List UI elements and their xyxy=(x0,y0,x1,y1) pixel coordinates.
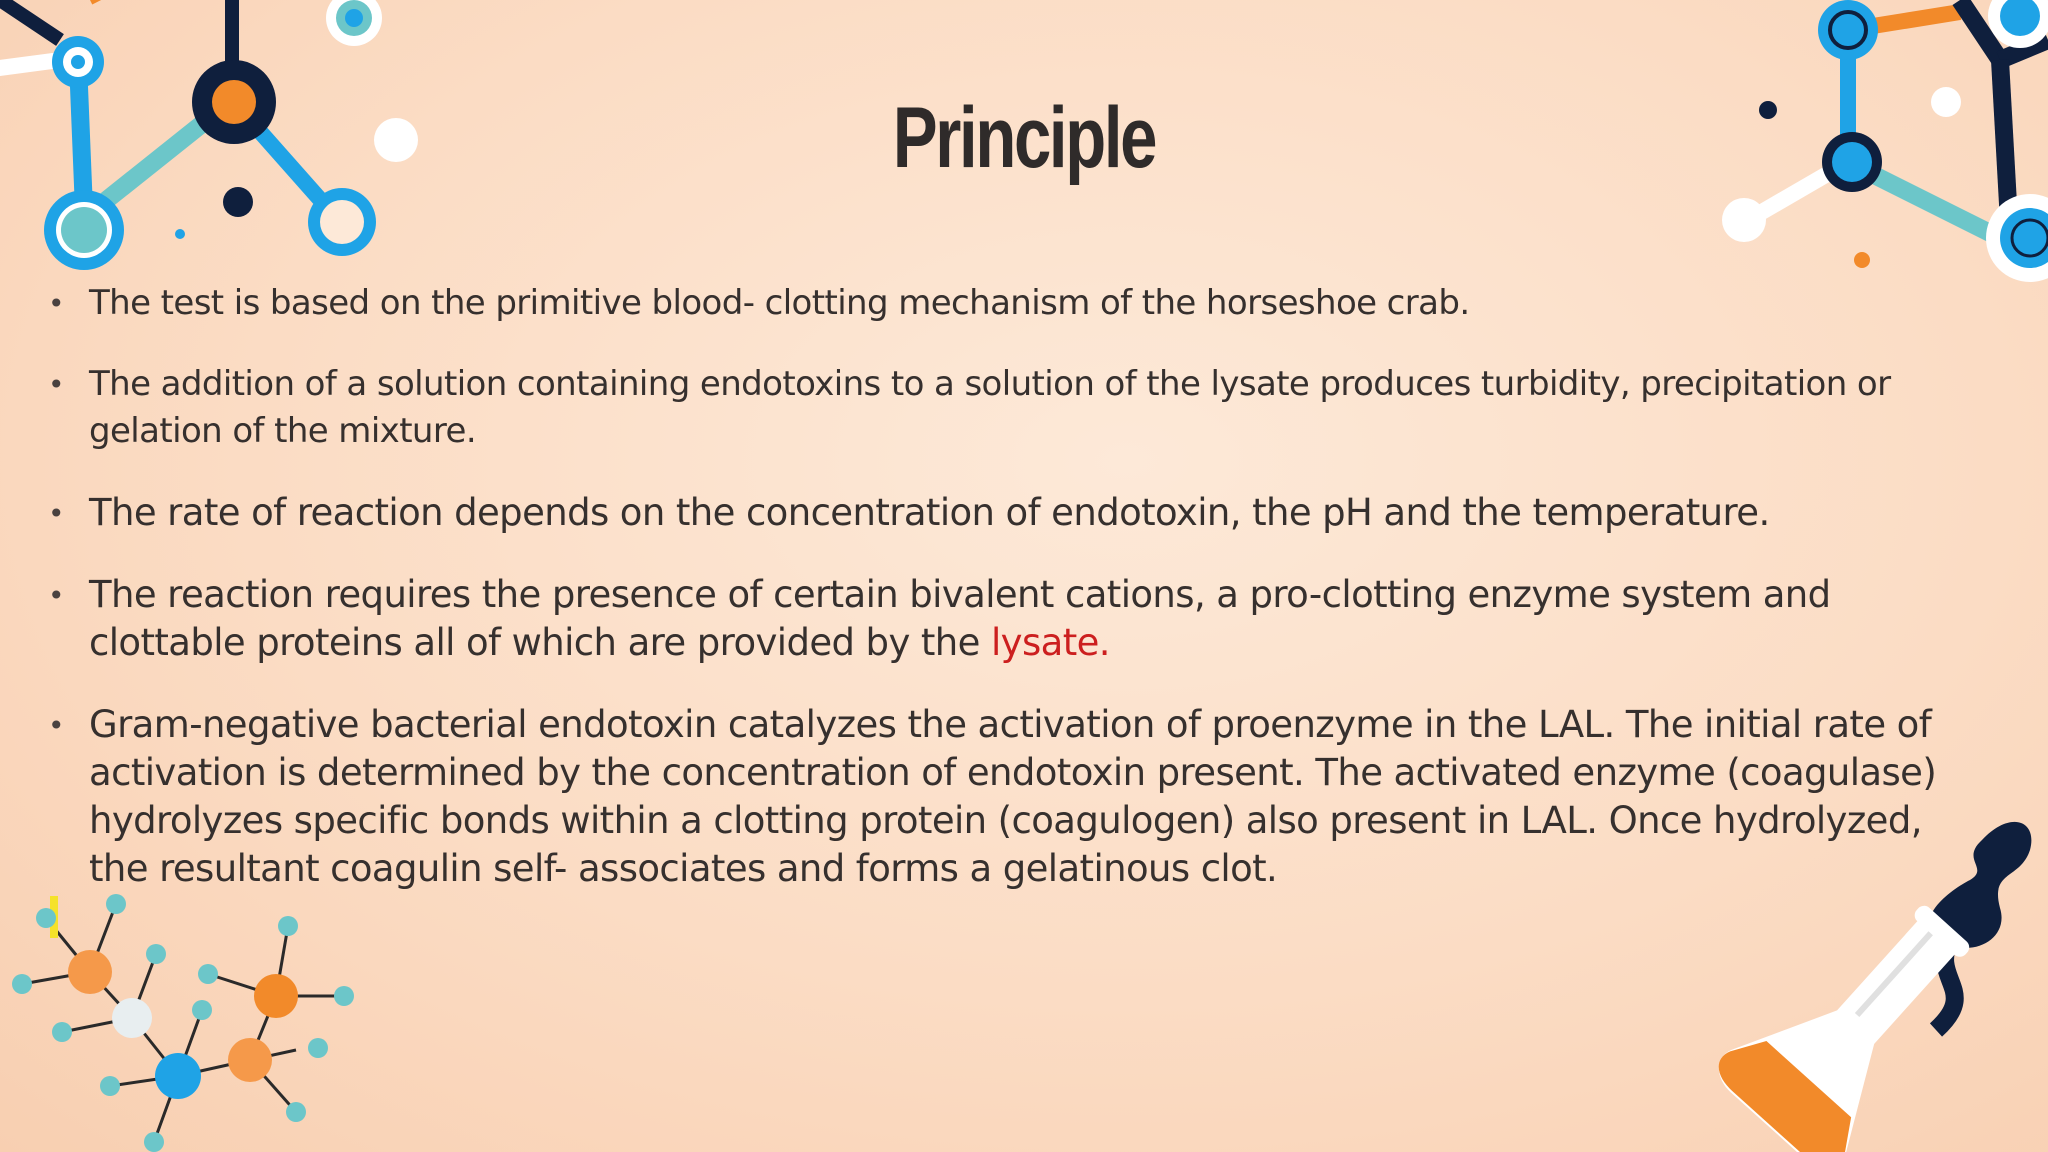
bullet-item xyxy=(48,280,1983,327)
bullet-icon: • xyxy=(48,497,64,530)
bullet-icon: • xyxy=(48,368,64,401)
bullet-icon: • xyxy=(48,709,64,742)
bullet-text: The reaction requires the presence of certain bivalent cations, a pro-clotting enzyme system and clottable proteins all of which are provided by the xyxy=(89,573,1831,664)
slide-title: Principle xyxy=(892,90,1156,186)
bullet-text: The addition of a solution containing endotoxins to a solution of the lysate produces turbidity, precipitation or gelation of the mixture. xyxy=(89,364,1891,451)
bullet-icon: • xyxy=(48,579,64,612)
bullet-icon: • xyxy=(48,287,64,320)
bullet-list xyxy=(48,280,1983,927)
bullet-item xyxy=(48,571,1983,667)
bullet-item xyxy=(48,361,1983,455)
bullet-text: The rate of reaction depends on the concentration of endotoxin, the pH and the temperature. xyxy=(89,491,1770,534)
chemistry-flask-icon xyxy=(1700,790,2048,1152)
molecule-cluster-icon xyxy=(0,880,380,1152)
bullet-item xyxy=(48,489,1983,537)
bullet-item xyxy=(48,701,1983,893)
bullet-text: Gram-negative bacterial endotoxin catalyzes the activation of proenzyme in the LAL. The initial rate of activation is determined by the concentration of endotoxin present. The activated enzyme (coagulase) hydrolyzes specific bonds within a clotting protein (coagulogen) also present in LAL. Once hydrolyzed, the resultant coagulin self- associates and forms a gelatinous clot. xyxy=(89,703,1937,890)
bullet-text: The test is based on the primitive blood- clotting mechanism of the horseshoe crab. xyxy=(89,283,1470,323)
highlight-text: lysate. xyxy=(991,621,1110,664)
